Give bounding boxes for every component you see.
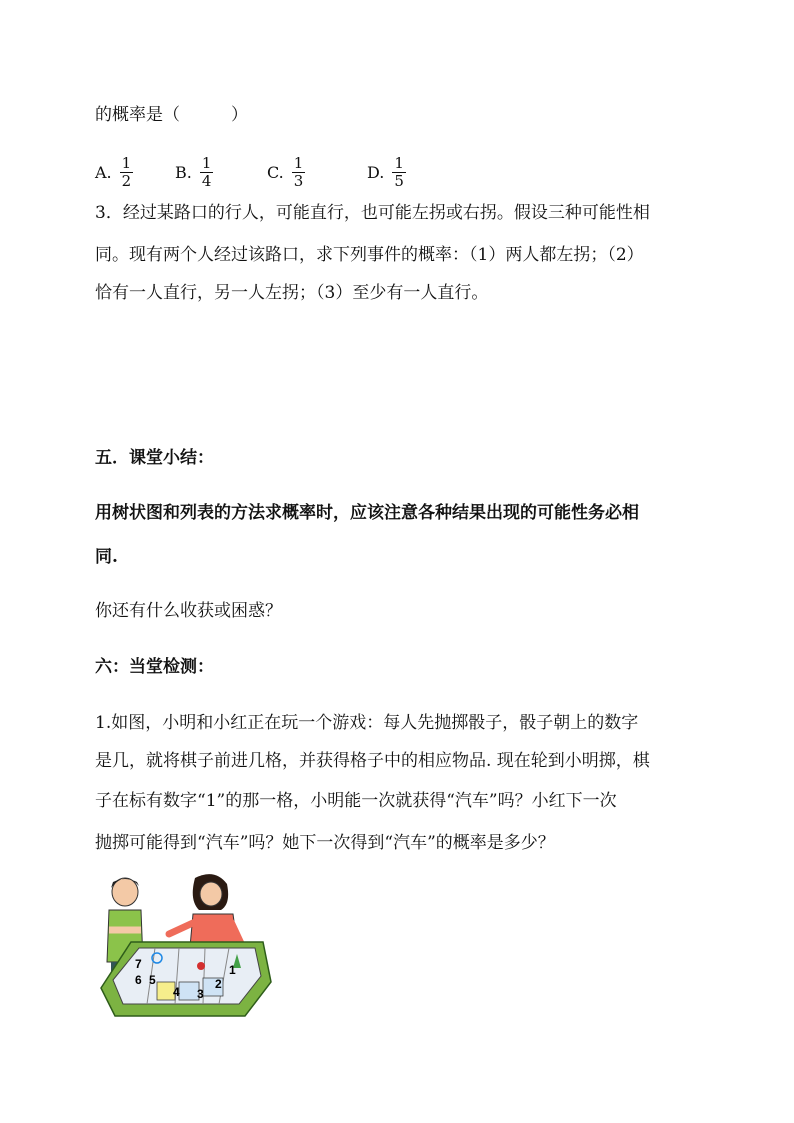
option-letter: D. (367, 162, 385, 182)
numerator: 1 (201, 153, 212, 172)
numerator: 1 (293, 153, 304, 172)
summary-question: 你还有什么收获或困惑？ (95, 601, 282, 621)
fraction (200, 155, 214, 190)
fraction (292, 155, 306, 190)
option-b (175, 150, 213, 194)
test-q1-line-4: 抛掷可能得到“汽车”吗？她下一次得到“汽车”的概率是多少？ (95, 833, 555, 853)
fraction (392, 155, 406, 190)
denominator: 4 (201, 171, 212, 190)
denominator: 2 (121, 171, 132, 190)
option-letter: B. (175, 162, 192, 182)
denominator: 5 (394, 171, 404, 190)
numerator: 1 (394, 153, 404, 172)
summary-bold-line-2: 同. (95, 547, 118, 567)
q3-line-1: 3．经过某路口的行人，可能直行，也可能左拐或右拐。假设三种可能性相 (95, 203, 650, 223)
board-number-2: 2 (215, 977, 222, 991)
test-q1-line-3: 子在标有数字“1”的那一格，小明能一次就获得“汽车”吗？小红下一次 (95, 791, 617, 811)
test-q1-line-1: 1.如图，小明和小红正在玩一个游戏：每人先抛掷骰子，骰子朝上的数字 (95, 713, 639, 733)
test-q1-line-2: 是几，就将棋子前进几格，并获得格子中的相应物品. 现在轮到小明掷，棋 (95, 751, 650, 771)
summary-bold-line-1: 用树状图和列表的方法求概率时，应该注意各种结果出现的可能性务必相 (95, 503, 639, 523)
board-number-3: 3 (197, 987, 204, 1001)
summary-heading: 五．课堂小结： (95, 448, 214, 468)
test-heading: 六：当堂检测： (95, 657, 214, 677)
board-number-6: 6 (135, 973, 142, 987)
option-c (267, 150, 305, 194)
board-number-4: 4 (173, 985, 180, 999)
numerator: 1 (121, 153, 132, 172)
option-letter: C. (267, 162, 284, 182)
option-letter: A. (95, 162, 112, 182)
option-d (367, 150, 406, 194)
option-a (95, 150, 133, 194)
board-game-illustration (95, 870, 275, 1020)
fraction (120, 155, 134, 190)
board-number-7: 7 (135, 957, 142, 971)
board-number-1: 1 (229, 963, 236, 977)
board-number-5: 5 (149, 973, 156, 987)
q3-line-2: 同。现有两个人经过该路口，求下列事件的概率：（1）两人都左拐；（2） (95, 245, 644, 265)
game-board (101, 942, 271, 1016)
q2-tail: 的概率是（ ） (95, 105, 248, 125)
denominator: 3 (293, 171, 304, 190)
q3-line-3: 恰有一人直行，另一人左拐；（3）至少有一人直行。 (95, 283, 489, 303)
